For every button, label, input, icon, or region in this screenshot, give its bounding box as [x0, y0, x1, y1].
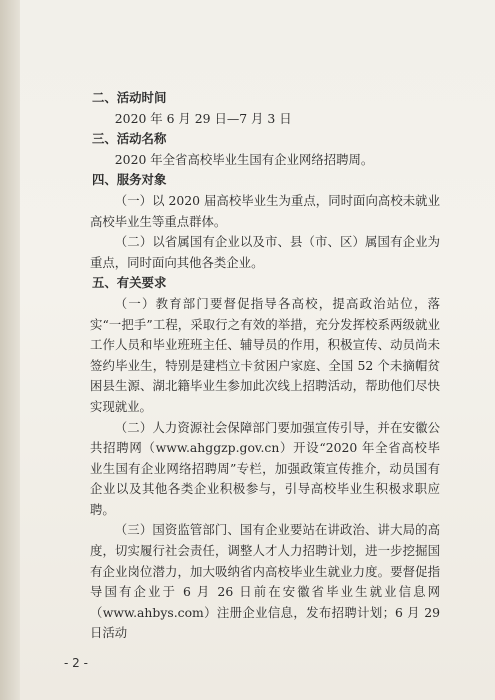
requirement-paragraph-3: （三）国资监管部门、国有企业要站在讲政治、讲大局的高度，切实履行社会责任，调整人才人力招聘计划，进一步挖掘国有企业岗位潜力，加大吸纳省内高校毕业生就业力度。要督促指导国有企业于 6 月 26 日前在安徽省毕业生就业信息网（www.ahbys.com）注册企业信息，发布招聘计划；6 月 29 日活动: [90, 522, 440, 641]
requirement-paragraph-1: （一）教育部门要督促指导各高校，提高政治站位，落实“一把手”工程，采取行之有效的举措，充分发挥校系两级就业工作人员和毕业班班主任、辅导员的作用，积极宣传、动员尚未签约毕业生，特别是建档立卡贫困户家庭、全国 52 个未摘帽贫困县生源、湖北籍毕业生参加此次线上招聘活动，帮助他们尽快实现就业。: [90, 295, 440, 414]
section-heading-service-targets: 四、服务对象: [92, 172, 167, 188]
activity-time-text: 2020 年 6 月 29 日—7 月 3 日: [114, 110, 292, 126]
section-heading-requirements: 五、有关要求: [92, 275, 167, 291]
section-heading-activity-name: 三、活动名称: [92, 131, 167, 147]
activity-name-text: 2020 年全省高校毕业生国有企业网络招聘周。: [114, 151, 374, 167]
page-number: - 2 -: [64, 656, 88, 670]
requirement-paragraph-2: （二）人力资源社会保障部门要加强宣传引导，并在安徽公共招聘网（www.ahggzp.gov.cn）开设“2020 年全省高校毕业生国有企业网络招聘周”专栏，加强政策宣传推介，动员国有企业以及其他各类企业积极参与，引导高校毕业生积极求职应聘。: [90, 419, 440, 517]
document-body: [90, 88, 440, 644]
service-target-paragraph-2: （二）以省属国有企业以及市、县（市、区）属国有企业为重点，同时面向其他各类企业。: [90, 234, 440, 270]
page-fold-shadow: [0, 0, 20, 700]
section-heading-activity-time: 二、活动时间: [92, 90, 167, 105]
service-target-paragraph-1: （一）以 2020 届高校毕业生为重点，同时面向高校未就业高校毕业生等重点群体。: [90, 192, 440, 229]
